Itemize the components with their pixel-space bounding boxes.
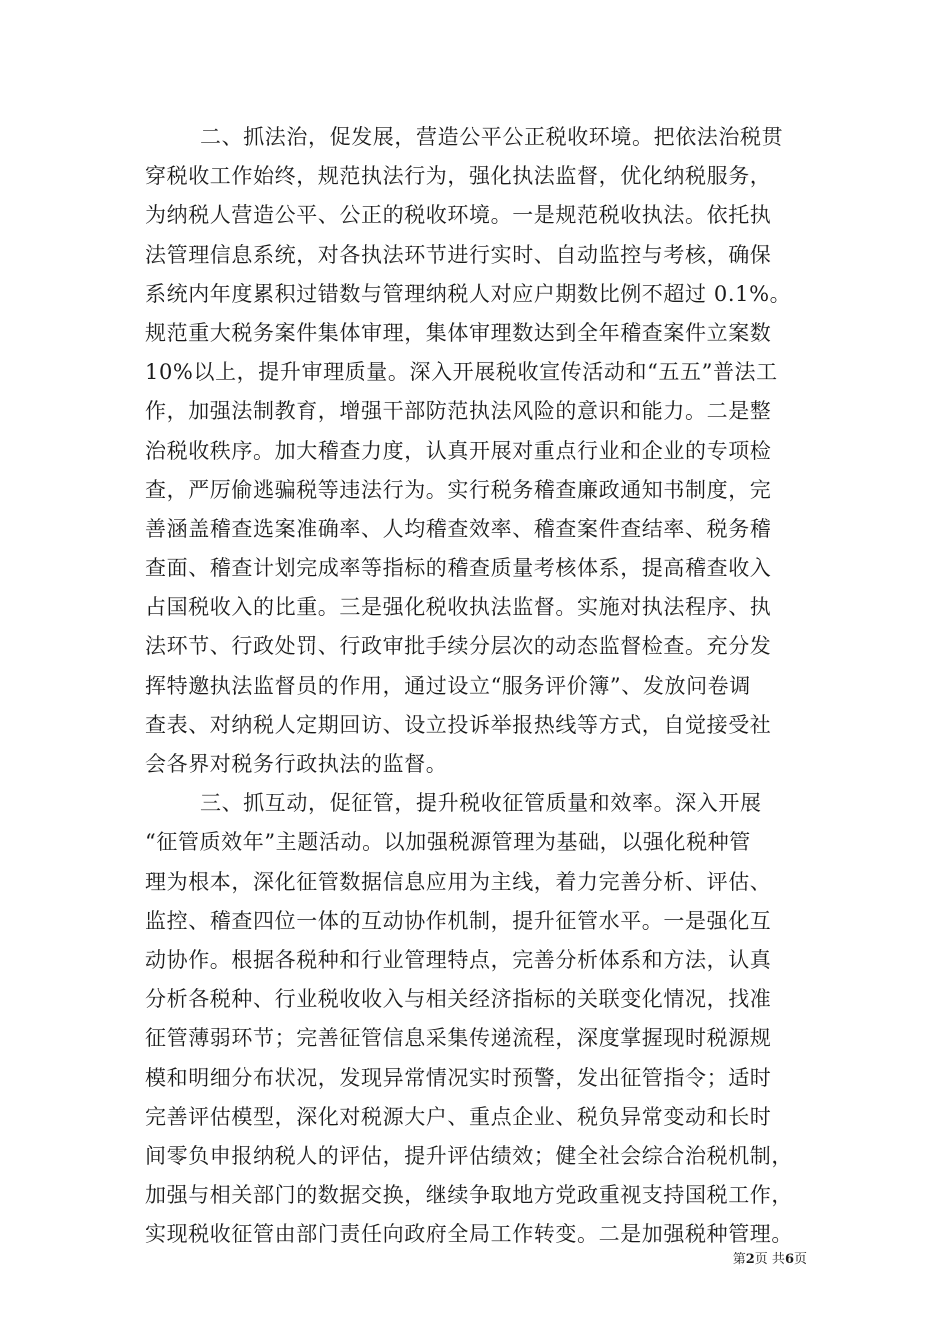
paragraph-line: 查表、对纳税人定期回访、设立投诉举报热线等方式，自觉接受社: [145, 712, 772, 737]
paragraph-line: 模和明细分布状况，发现异常情况实时预警，发出征管指令；适时: [145, 1065, 772, 1090]
total-pages-number: 6: [784, 1252, 794, 1267]
paragraph-line: 会各界对税务行政执法的监督。: [145, 752, 448, 776]
paragraph: [145, 118, 825, 784]
paragraph-line: 动协作。根据各税种和行业管理特点，完善分析体系和方法，认真: [145, 947, 772, 972]
paragraph-line: 理为根本，深化征管数据信息应用为主线，着力完善分析、评估、: [145, 869, 772, 894]
paragraph-line: 法管理信息系统，对各执法环节进行实时、自动监控与考核，确保: [145, 242, 772, 267]
paragraph-line: 查面、稽查计划完成率等指标的稽查质量考核体系，提高稽查收入: [145, 556, 772, 581]
paragraph-line: 监控、稽查四位一体的互动协作机制，提升征管水平。一是强化互: [145, 908, 772, 933]
footer-prefix: 第: [732, 1252, 746, 1267]
paragraph-line: 10%以上，提升审理质量。深入开展税收宣传活动和“五五”普法工: [145, 360, 778, 385]
paragraph-line: 系统内年度累积过错数与管理纳税人对应户期数比例不超过 0.1%。: [145, 281, 792, 306]
paragraph-line: 占国税收入的比重。三是强化税收执法监督。实施对执法程序、执: [145, 595, 772, 620]
document-body: [145, 118, 825, 1254]
paragraph-line: 征管薄弱环节；完善征管信息采集传递流程，深度掌握现时税源规: [145, 1026, 772, 1051]
paragraph-line: 间零负申报纳税人的评估，提升评估绩效；健全社会综合治税机制，: [145, 1143, 793, 1168]
paragraph-line: 善涵盖稽查选案准确率、人均稽查效率、稽查案件查结率、税务稽: [145, 516, 772, 541]
paragraph-line: 加强与相关部门的数据交换，继续争取地方党政重视支持国税工作，: [145, 1183, 793, 1208]
paragraph-line: 完善评估模型，深化对税源大户、重点企业、税负异常变动和长时: [145, 1104, 772, 1129]
paragraph-line: 为纳税人营造公平、公正的税收环境。一是规范税收执法。依托执: [145, 203, 772, 228]
page-footer: [733, 1248, 807, 1267]
paragraph: [145, 784, 825, 1254]
paragraph-line: 规范重大税务案件集体审理，集体审理数达到全年稽查案件立案数: [145, 320, 772, 345]
paragraph-line: 治税收秩序。加大稽查力度，认真开展对重点行业和企业的专项检: [145, 438, 772, 463]
paragraph-line: 实现税收征管由部门责任向政府全局工作转变。二是加强税种管理。: [145, 1222, 793, 1247]
footer-suffix: 页: [793, 1252, 807, 1267]
paragraph-line: “征管质效年”主题活动。以加强税源管理为基础，以强化税种管: [145, 830, 751, 855]
paragraph-line: 三、抓互动，促征管，提升税收征管质量和效率。深入开展: [200, 791, 762, 816]
paragraph-line: 挥特邀执法监督员的作用，通过设立“服务评价簿”、发放问卷调: [145, 673, 751, 698]
paragraph-line: 法环节、行政处罚、行政审批手续分层次的动态监督检查。充分发: [145, 634, 772, 659]
paragraph-line: 穿税收工作始终，规范执法行为，强化执法监督，优化纳税服务，: [145, 164, 772, 189]
paragraph-line: 二、抓法治，促发展，营造公平公正税收环境。把依法治税贯: [200, 125, 784, 149]
footer-middle: 页 共: [754, 1252, 785, 1267]
paragraph-line: 分析各税种、行业税收收入与相关经济指标的关联变化情况，找准: [145, 987, 772, 1012]
paragraph-line: 作，加强法制教育，增强干部防范执法风险的意识和能力。二是整: [145, 399, 772, 424]
paragraph-line: 查，严厉偷逃骗税等违法行为。实行税务稽查廉政通知书制度，完: [145, 477, 772, 502]
current-page-number: 2: [745, 1252, 755, 1267]
